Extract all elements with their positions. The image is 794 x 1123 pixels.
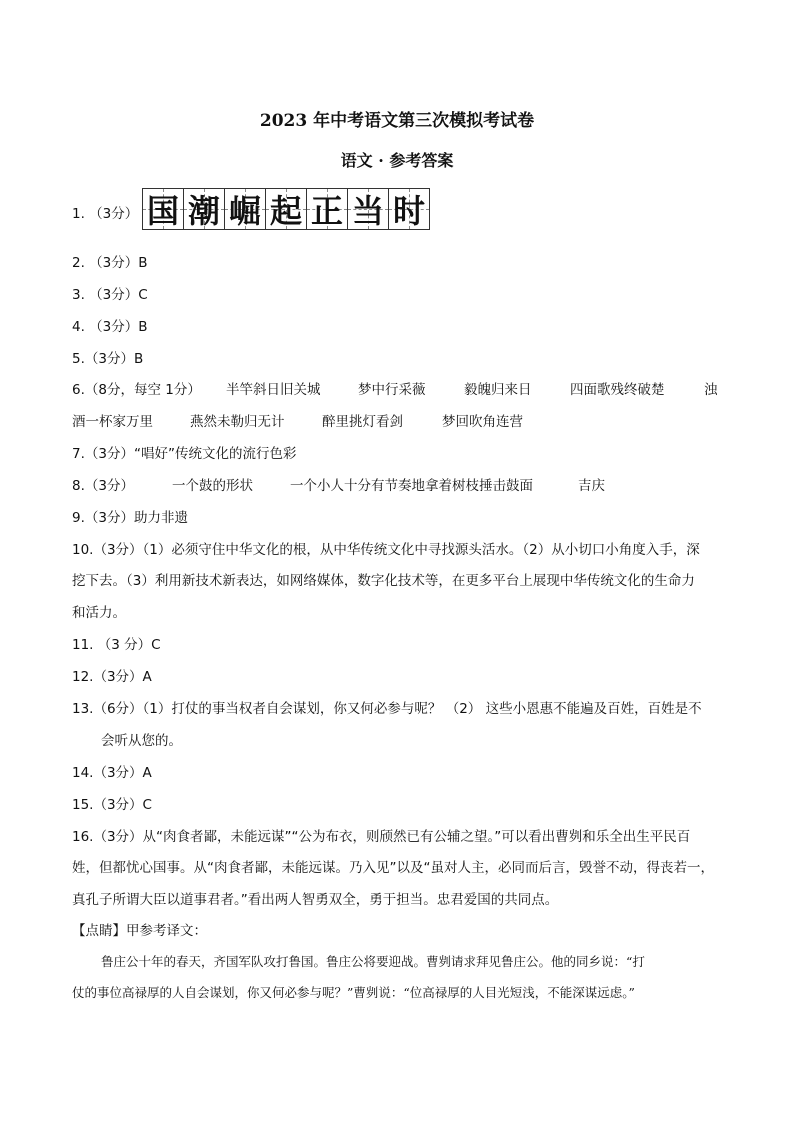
q6-item: 半竿斜日旧关城: [226, 382, 321, 398]
q6-item: 酒一杯家万里: [72, 414, 153, 430]
q6-item: 浊: [704, 382, 718, 398]
answer-9: 9.（3分）助力非遗: [72, 510, 188, 526]
answer-3: 3. （3分）C: [72, 287, 148, 303]
q1-label: 1. （3分）: [72, 206, 139, 222]
calligraphy-cell: 当: [347, 188, 389, 230]
answer-6-line2: [72, 410, 523, 430]
answer-2: 2. （3分）B: [72, 255, 148, 271]
calligraphy-grid: [142, 188, 429, 230]
answer-10-line3: 和活力。: [72, 605, 126, 621]
q6-item: 毅魄归来日: [464, 382, 532, 398]
calligraphy-cell: 崛: [224, 188, 266, 230]
q6-item: 燕然未勒归无计: [190, 414, 285, 430]
note-heading: 【点睛】甲参考译文：: [72, 923, 207, 939]
calligraphy-cell: 潮: [183, 188, 225, 230]
calligraphy-cell: 时: [388, 188, 430, 230]
q6-label: 6.（8分，每空 1分）: [72, 382, 201, 398]
q8-item: 一个鼓的形状: [172, 478, 253, 494]
page-subtitle: 语文 · 参考答案: [340, 151, 454, 170]
answer-14: 14.（3分）A: [72, 765, 152, 781]
answer-10-line1: 10.（3分）（1）必须守住中华文化的根，从中华传统文化中寻找源头活水。（2）从小切口小角度入手，深: [72, 542, 700, 558]
answer-16-line2: 姓，但都忧心国事。从“肉食者鄙，未能远谋。乃入见”以及“虽对人主，必同而后言，毁誉不动，得丧若一，: [72, 860, 714, 876]
answer-8: [72, 474, 605, 494]
q6-item: 四面歌残终破楚: [570, 382, 665, 398]
q6-item: 梦中行采薇: [358, 382, 426, 398]
q8-label: 8.（3分）: [72, 478, 134, 494]
q8-item: 一个小人十分有节奏地拿着树枝捶击鼓面: [290, 478, 533, 494]
answer-5: 5.（3分）B: [72, 351, 144, 367]
answer-16-line3: 真孔子所谓大臣以道事君者。”看出两人智勇双全，勇于担当。忠君爱国的共同点。: [72, 892, 559, 908]
answer-10-line2: 挖下去。（3）利用新技术新表达，如网络媒体，数字化技术等，在更多平台上展现中华传统文化的生命力: [72, 573, 695, 589]
answer-4: 4. （3分）B: [72, 319, 148, 335]
answer-13-line1: 13.（6分）（1）打仗的事当权者自会谋划，你又何必参与呢？ （2） 这些小恩惠不能遍及百姓，百姓是不: [72, 701, 702, 717]
q6-item: 梦回吹角连营: [442, 414, 523, 430]
page-title: 2023 年中考语文第三次模拟考试卷: [259, 111, 535, 131]
translation-line2: 仗的事位高禄厚的人自会谋划，你又何必参与呢？”曹刿说：“位高禄厚的人目光短浅，不能深谋远虑。”: [72, 985, 635, 1000]
answer-15: 15.（3分）C: [72, 797, 152, 813]
answer-6-line1: [72, 378, 718, 398]
calligraphy-cell: 起: [265, 188, 307, 230]
calligraphy-cell: 国: [142, 188, 184, 230]
translation-line1: 鲁庄公十年的春天，齐国军队攻打鲁国。鲁庄公将要迎战。曹刿请求拜见鲁庄公。他的同乡说：“打: [101, 954, 645, 969]
answer-13-line2: 会听从您的。: [101, 733, 182, 749]
calligraphy-cell: 正: [306, 188, 348, 230]
answer-7: 7.（3分）“唱好”传统文化的流行色彩: [72, 446, 297, 462]
answer-12: 12.（3分）A: [72, 669, 152, 685]
q6-item: 醉里挑灯看剑: [322, 414, 403, 430]
answer-11: 11. （3 分）C: [72, 637, 161, 653]
answer-16-line1: 16.（3分）从“肉食者鄙，未能远谋”“公为布衣，则颀然已有公辅之望。”可以看出曹刿和乐全出生平民百: [72, 829, 691, 845]
q8-item: 吉庆: [578, 478, 605, 494]
